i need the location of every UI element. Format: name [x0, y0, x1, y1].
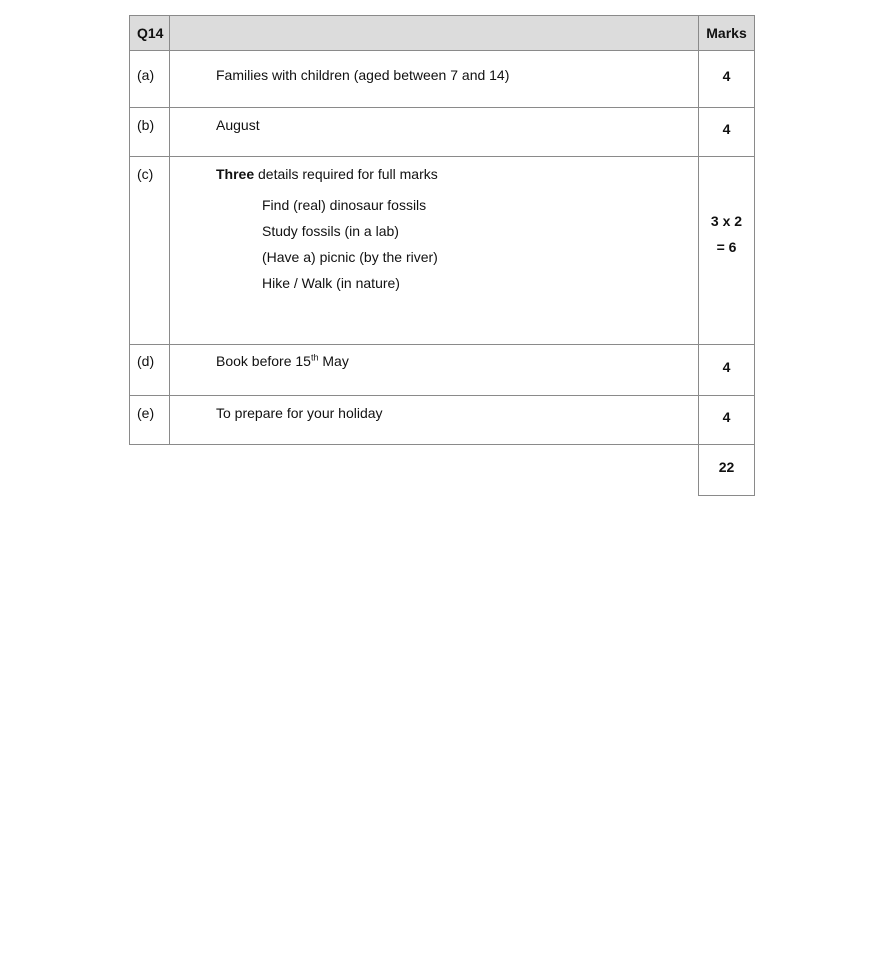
empty-cell: [170, 445, 699, 496]
table-row: [130, 51, 755, 108]
marks-cell: [699, 157, 755, 345]
answer-instruction: [216, 166, 698, 182]
answer-detail: (Have a) picnic (by the river): [262, 249, 438, 265]
answer-text-superscript: th: [310, 352, 319, 363]
marks-value: 4: [699, 51, 755, 108]
answer-text: To prepare for your holiday: [170, 396, 699, 445]
marks-result: = 6: [716, 239, 737, 255]
answer-text-pre: Book before 15: [216, 353, 311, 369]
answer-cell: [170, 345, 699, 396]
marks-value: 4: [699, 396, 755, 445]
question-number: Q14: [130, 16, 170, 51]
answer-detail: Hike / Walk (in nature): [262, 275, 400, 291]
part-label: (d): [130, 345, 170, 396]
marks-value: 4: [699, 108, 755, 157]
answer-text: August: [170, 108, 699, 157]
table-row: [130, 396, 755, 445]
total-marks: 22: [699, 445, 755, 496]
answer-cell: [170, 157, 699, 345]
marks-header: Marks: [699, 16, 755, 51]
marks-value: 4: [699, 345, 755, 396]
mark-scheme-table: [129, 15, 755, 496]
part-label: (c): [130, 157, 170, 345]
answer-text-post: May: [318, 353, 349, 369]
answer-text: Families with children (aged between 7 and 14): [170, 51, 699, 108]
table-row: [130, 345, 755, 396]
answer-detail: Find (real) dinosaur fossils: [262, 197, 427, 213]
empty-cell: [130, 445, 170, 496]
total-row: [130, 445, 755, 496]
header-blank-cell: [170, 16, 699, 51]
part-label: (b): [130, 108, 170, 157]
answer-detail: Study fossils (in a lab): [262, 223, 399, 239]
marks-formula: 3 x 2: [710, 213, 743, 229]
part-label: (a): [130, 51, 170, 108]
header-row: [130, 16, 755, 51]
table-row: [130, 108, 755, 157]
answer-instruction-rest: details required for full marks: [254, 166, 438, 182]
part-label: (e): [130, 396, 170, 445]
table-row: [130, 157, 755, 345]
answer-instruction-bold: Three: [216, 166, 255, 182]
